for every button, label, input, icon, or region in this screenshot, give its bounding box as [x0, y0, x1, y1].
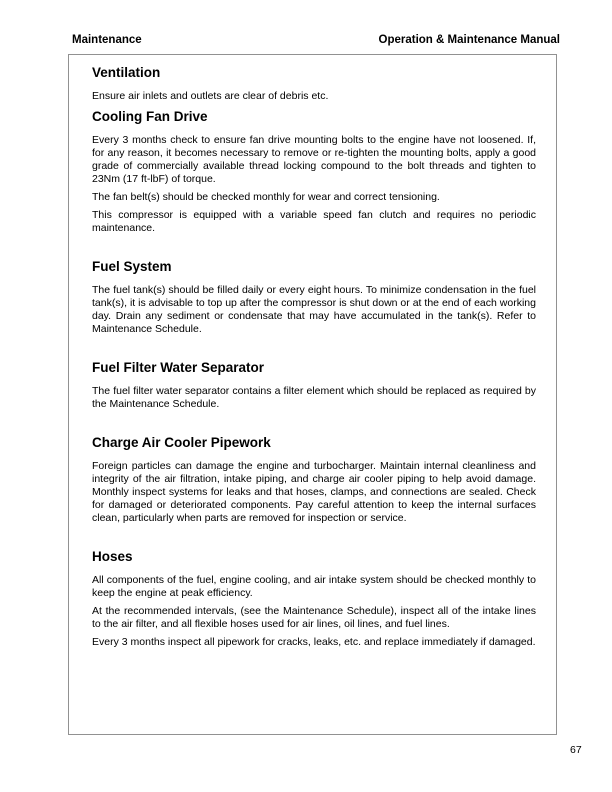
section-hoses [92, 549, 536, 649]
section-heading: Fuel Filter Water Separator [92, 360, 265, 375]
section-charge-air-cooler-pipework [92, 435, 536, 525]
running-header [72, 34, 560, 47]
paragraph: Foreign particles can damage the engine and turbocharger. Maintain internal cleanliness and integrity of the air filtration, intake piping, and charge air cooler piping to help avoid damage. Monthly inspect systems for leaks and that hoses, clamps, and connections are sealed. Check for damaged or deteriorated components. Pay careful attention to keep the internal surfaces clean, particularly when parts are removed for inspection or service. [92, 460, 536, 524]
page-number: 67 [570, 744, 582, 756]
paragraph: The fuel filter water separator contains a filter element which should be replaced as required by the Maintenance Schedule. [92, 385, 536, 410]
section-fuel-system [92, 259, 536, 336]
paragraph: All components of the fuel, engine cooling, and air intake system should be checked monthly to keep the engine at peak efficiency. [92, 574, 536, 599]
paragraph: This compressor is equipped with a variable speed fan clutch and requires no periodic maintenance. [92, 209, 536, 234]
paragraph: Ensure air inlets and outlets are clear of debris etc. [92, 90, 329, 102]
section-heading: Hoses [92, 549, 133, 564]
header-section-title: Maintenance [72, 34, 142, 46]
paragraph: The fuel tank(s) should be filled daily or every eight hours. To minimize condensation in the fuel tank(s), it is advisable to top up after the compressor is shut down or at the end of each working day. Drain any sediment or condensate that may have accumulated in the tank(s). Refer to Maintenance Schedule. [92, 284, 536, 335]
paragraph: Every 3 months check to ensure fan drive mounting bolts to the engine have not loosened. If, for any reason, it becomes necessary to remove or re-tighten the mounting bolts, apply a good grade of commercially available thread locking compound to the bolt threads and tighten to 23Nm (17 ft-lbF) of torque. [92, 134, 536, 185]
section-cooling-fan-drive [92, 109, 536, 235]
section-fuel-filter-water-separator [92, 360, 536, 411]
section-heading: Ventilation [92, 65, 161, 80]
header-manual-title: Operation & Maintenance Manual [378, 34, 560, 46]
content-box [68, 54, 557, 735]
section-heading: Fuel System [92, 259, 172, 274]
paragraph: At the recommended intervals, (see the Maintenance Schedule), inspect all of the intake lines to the air filter, and all flexible hoses used for air lines, oil lines, and fuel lines. [92, 605, 536, 630]
paragraph: Every 3 months inspect all pipework for cracks, leaks, etc. and replace immediately if damaged. [92, 636, 536, 648]
paragraph: The fan belt(s) should be checked monthly for wear and correct tensioning. [92, 191, 440, 203]
section-heading: Charge Air Cooler Pipework [92, 435, 271, 450]
section-heading: Cooling Fan Drive [92, 109, 208, 124]
section-ventilation [92, 65, 536, 103]
